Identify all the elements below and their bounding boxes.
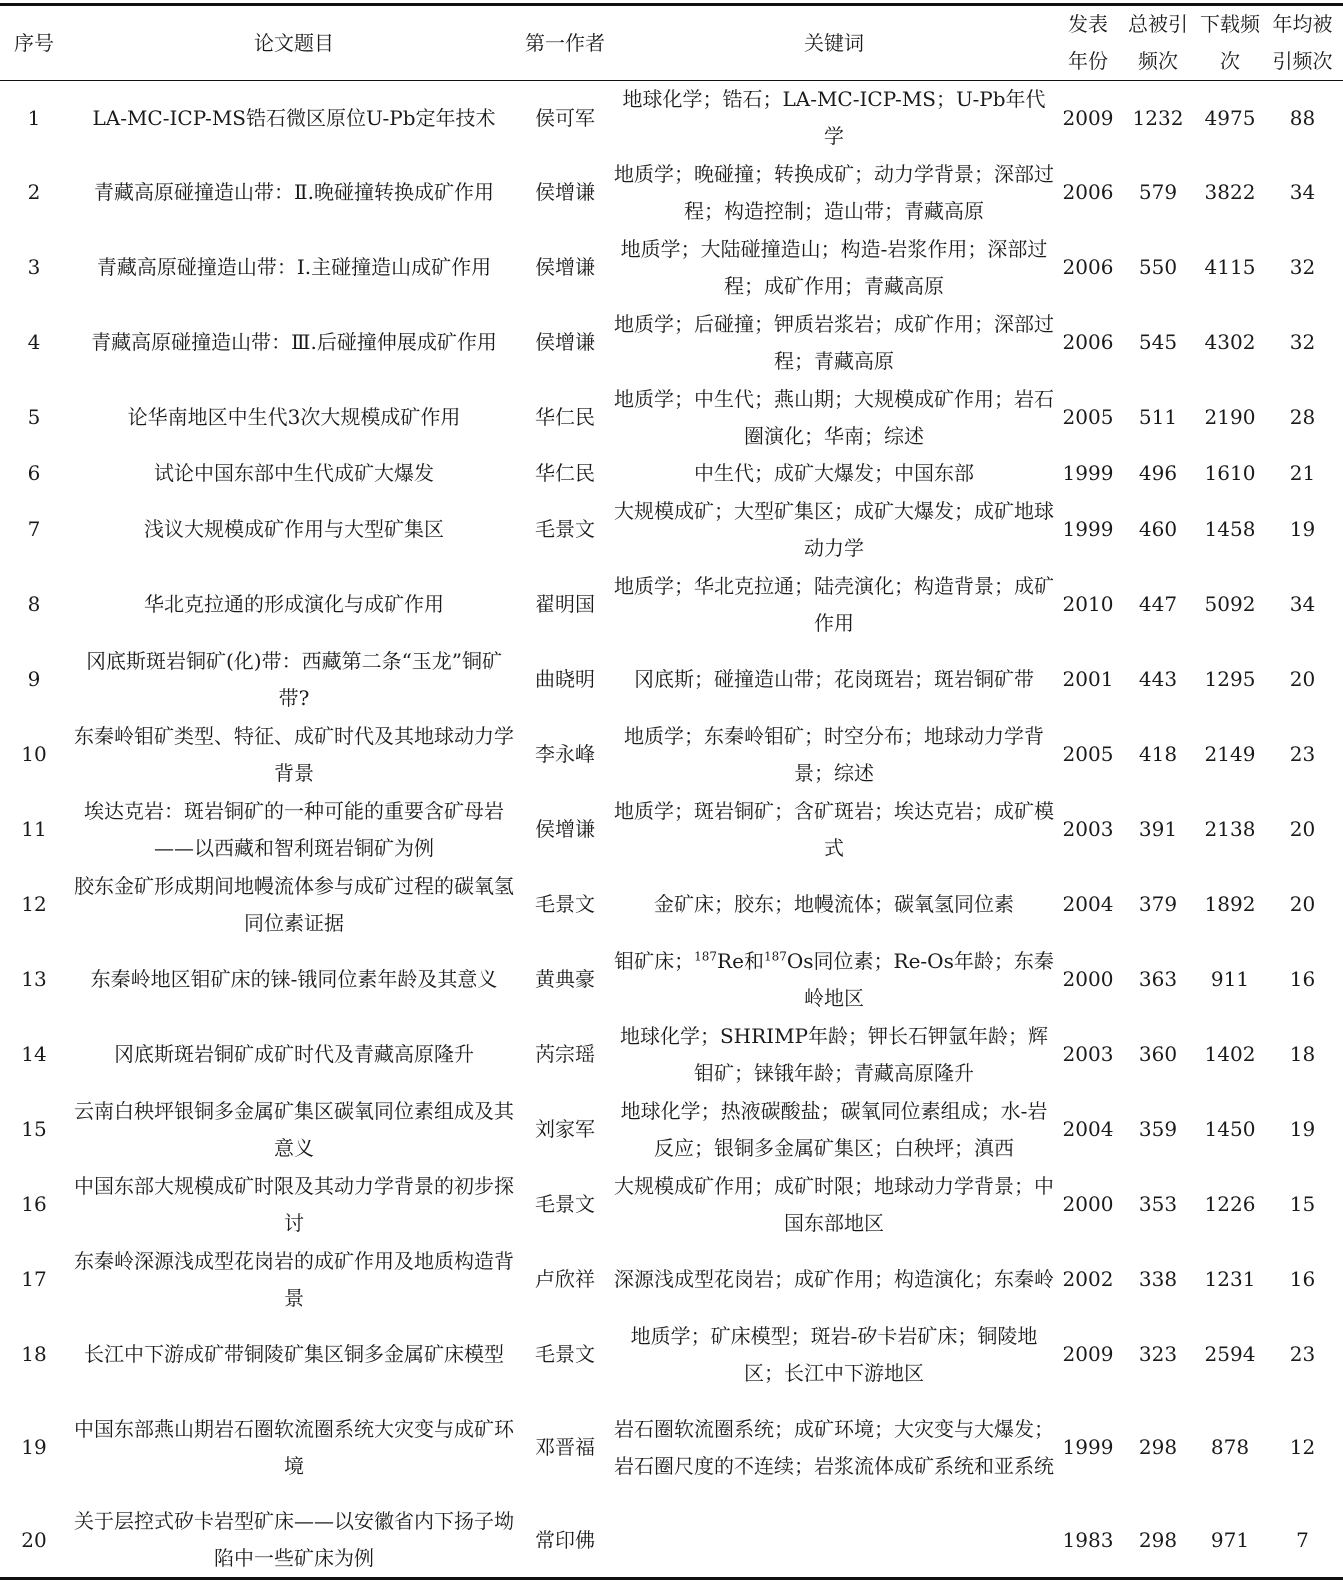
cell-keywords: 金矿床；胶东；地幔流体；碳氧氢同位素 [654,892,1014,916]
cell-year: 2006 [1062,330,1114,354]
cell-total: 447 [1138,592,1178,616]
cell-avg: 18 [1289,1042,1316,1066]
cell-year: 1983 [1058,1503,1118,1579]
cell-avg: 20 [1289,667,1316,691]
cell-author: 曲晓明 [535,667,595,691]
cell-year: 2004 [1062,892,1114,916]
keywords-part: 钼矿床； [614,948,695,973]
cell-total: 460 [1138,517,1178,541]
cell-keywords: 地质学；晚碰撞；转换成矿；动力学背景；深部过程；构造控制；造山带；青藏高原 [614,161,1054,223]
cell-author: 李永峰 [535,742,595,766]
keywords-part: Re和 [717,948,764,973]
cell-avg: 28 [1289,405,1316,429]
cell-avg: 16 [1289,1267,1316,1291]
cell-downloads: 1892 [1204,892,1256,916]
cell-no: 17 [21,1267,47,1291]
cell-keywords: 地质学；斑岩铜矿；含矿斑岩；埃达克岩；成矿模式 [614,798,1054,860]
cell-no: 4 [27,330,41,354]
cell-downloads: 3822 [1204,180,1256,204]
table-row [0,942,1343,1017]
cell-title: LA-MC-ICP-MS锆石微区原位U-Pb定年技术 [92,105,496,130]
cell-downloads: 5092 [1204,592,1256,616]
cell-total: 298 [1138,1435,1178,1459]
cell-author: 侯增谦 [535,180,595,204]
table-row [0,717,1343,792]
cell-year: 2000 [1062,1192,1114,1216]
table-row [0,230,1343,305]
cell-downloads: 4975 [1204,105,1256,130]
cell-total: 359 [1138,1117,1178,1141]
cell-title: 东秦岭深源浅成型花岗岩的成矿作用及地质构造背景 [74,1248,514,1310]
cell-year: 1999 [1062,461,1114,485]
cell-no: 5 [27,405,41,429]
cell-author: 华仁民 [535,461,595,485]
cell-total: 579 [1138,180,1178,204]
cell-avg: 16 [1289,967,1316,991]
cell-year: 2003 [1062,817,1114,841]
cell-title: 东秦岭钼矿类型、特征、成矿时代及其地球动力学背景 [74,723,514,785]
cell-keywords [610,942,1058,1017]
cell-author: 侯增谦 [535,330,595,354]
table-header-row [0,5,1343,81]
header-total-citations: 总被引频次 [1118,5,1198,81]
cell-title: 中国东部燕山期岩石圈软流圈系统大灾变与成矿环境 [74,1416,514,1478]
cell-year: 2009 [1062,105,1114,130]
cell-avg: 20 [1289,817,1316,841]
cell-no: 12 [21,892,47,916]
cell-keywords: 地质学；矿床模型；斑岩-矽卡岩矿床；铜陵地区；长江中下游地区 [630,1323,1038,1385]
cell-keywords: 地球化学；SHRIMP年龄；钾长石钾氩年龄；辉钼矿；铼锇年龄；青藏高原隆升 [619,1023,1049,1085]
cell-avg: 23 [1289,1342,1316,1366]
cell-title: 浅议大规模成矿作用与大型矿集区 [144,517,444,541]
cell-keywords: 地质学；中生代；燕山期；大规模成矿作用；岩石圈演化；华南；综述 [614,386,1054,448]
cell-year: 1999 [1062,517,1114,541]
cell-title: 埃达克岩：斑岩铜矿的一种可能的重要含矿母岩——以西藏和智利斑岩铜矿为例 [84,798,504,860]
table-row [0,305,1343,380]
cell-no: 16 [21,1192,47,1216]
keywords-part: Os同位素；Re-Os年龄；东秦岭地区 [786,948,1054,1010]
cell-author: 刘家军 [535,1117,595,1141]
cell-author: 翟明国 [535,592,595,616]
cell-total: 353 [1138,1192,1178,1216]
cell-avg: 32 [1289,255,1316,279]
cell-total: 360 [1138,1042,1178,1066]
header-no: 序号 [0,5,68,81]
cell-author: 侯增谦 [535,817,595,841]
cell-no: 9 [27,667,41,691]
cell-author: 毛景文 [535,517,595,541]
cell-keywords: 大规模成矿；大型矿集区；成矿大爆发；成矿地球动力学 [614,498,1054,560]
table-row [0,642,1343,717]
cell-author: 芮宗瑶 [535,1042,595,1066]
cell-avg: 7 [1262,1503,1343,1579]
cell-no: 1 [27,105,41,130]
cell-title: 长江中下游成矿带铜陵矿集区铜多金属矿床模型 [84,1342,504,1366]
cell-title: 试论中国东部中生代成矿大爆发 [154,461,434,485]
cell-author: 毛景文 [535,1192,595,1216]
header-keywords: 关键词 [610,5,1058,81]
cell-year: 2004 [1062,1117,1114,1141]
cell-downloads: 2149 [1204,742,1256,766]
cell-downloads: 2190 [1204,405,1256,429]
cell-no: 13 [21,967,47,991]
cell-no: 10 [21,742,47,766]
cell-avg: 34 [1289,592,1316,616]
cell-no: 19 [21,1435,47,1459]
table-row [0,455,1343,492]
cell-downloads: 4302 [1204,330,1256,354]
cell-downloads: 1226 [1204,1192,1256,1216]
cell-keywords: 深源浅成型花岗岩；成矿作用；构造演化；东秦岭 [614,1267,1054,1291]
cell-no: 3 [27,255,41,279]
cell-title: 华北克拉通的形成演化与成矿作用 [144,592,444,616]
cell-keywords: 地质学；后碰撞；钾质岩浆岩；成矿作用；深部过程；青藏高原 [614,311,1054,373]
cell-author: 侯可军 [535,105,595,130]
papers-table [0,3,1343,1580]
table-row [0,1167,1343,1242]
cell-no: 20 [0,1503,68,1579]
cell-avg: 15 [1289,1192,1316,1216]
header-year: 发表年份 [1058,5,1118,81]
cell-total: 496 [1138,461,1178,485]
table-row [0,81,1343,156]
cell-downloads: 911 [1210,967,1250,991]
table-row [0,1017,1343,1092]
cell-avg: 88 [1289,105,1316,130]
cell-total: 1232 [1132,105,1184,130]
cell-downloads: 971 [1198,1503,1262,1579]
table-row [0,155,1343,230]
cell-year: 2010 [1062,592,1114,616]
cell-downloads: 2594 [1204,1342,1256,1366]
cell-keywords: 中生代；成矿大爆发；中国东部 [694,461,974,485]
cell-total: 443 [1138,667,1178,691]
table-row [0,567,1343,642]
cell-avg: 32 [1289,330,1316,354]
cell-downloads: 4115 [1204,255,1256,279]
cell-downloads: 1610 [1204,461,1256,485]
cell-no: 15 [21,1117,47,1141]
cell-downloads: 1231 [1204,1267,1256,1291]
cell-total: 298 [1118,1503,1198,1579]
cell-title: 关于层控式矽卡岩型矿床——以安徽省内下扬子坳陷中一些矿床为例 [68,1503,520,1579]
cell-avg: 20 [1289,892,1316,916]
cell-author: 邓晋福 [535,1435,595,1459]
cell-downloads: 1458 [1204,517,1256,541]
cell-year: 2006 [1062,180,1114,204]
cell-keywords: 地球化学；热液碳酸盐；碳氧同位素组成；水-岩反应；银铜多金属矿集区；白秧坪；滇西 [620,1098,1048,1160]
cell-no: 11 [21,817,47,841]
cell-downloads: 878 [1210,1435,1250,1459]
cell-total: 550 [1138,255,1178,279]
table-row [0,867,1343,942]
cell-author: 黄典豪 [535,967,595,991]
header-author: 第一作者 [520,5,610,81]
cell-total: 379 [1138,892,1178,916]
cell-year: 2002 [1062,1267,1114,1291]
cell-total: 391 [1138,817,1178,841]
cell-downloads: 1402 [1204,1042,1256,1066]
cell-keywords: 冈底斯；碰撞造山带；花岗斑岩；斑岩铜矿带 [634,667,1034,691]
cell-total: 418 [1138,742,1178,766]
cell-title: 冈底斯斑岩铜矿(化)带：西藏第二条“玉龙”铜矿带? [85,648,503,710]
cell-keywords: 地质学；东秦岭钼矿；时空分布；地球动力学背景；综述 [624,723,1044,785]
cell-total: 338 [1138,1267,1178,1291]
cell-no: 18 [21,1342,47,1366]
cell-title: 论华南地区中生代3次大规模成矿作用 [127,405,461,429]
cell-title: 东秦岭地区钼矿床的铼-锇同位素年龄及其意义 [90,967,498,991]
cell-avg: 19 [1289,517,1316,541]
cell-avg: 12 [1289,1435,1316,1459]
cell-year: 2003 [1062,1042,1114,1066]
cell-year: 2006 [1062,255,1114,279]
header-downloads: 下载频次 [1198,5,1262,81]
table-row [0,1242,1343,1317]
cell-no: 6 [27,461,41,485]
cell-author: 卢欣祥 [535,1267,595,1291]
cell-title: 青藏高原碰撞造山带：Ⅱ.晚碰撞转换成矿作用 [94,180,494,204]
cell-author: 华仁民 [535,405,595,429]
superscript-mass-number: 187 [763,948,787,963]
cell-year: 2009 [1062,1342,1114,1366]
cell-total: 323 [1138,1342,1178,1366]
cell-keywords: 大规模成矿作用；成矿时限；地球动力学背景；中国东部地区 [614,1173,1054,1235]
cell-total: 511 [1138,405,1178,429]
cell-year: 2001 [1062,667,1114,691]
cell-no: 14 [21,1042,47,1066]
cell-year: 2005 [1062,742,1114,766]
header-avg-citations: 年均被引频次 [1262,5,1343,81]
cell-title: 青藏高原碰撞造山带：Ⅲ.后碰撞伸展成矿作用 [91,330,497,354]
cell-title: 冈底斯斑岩铜矿成矿时代及青藏高原隆升 [114,1042,474,1066]
cell-author: 常印佛 [520,1503,610,1579]
cell-year: 1999 [1062,1435,1114,1459]
cell-year: 2005 [1062,405,1114,429]
cell-total: 363 [1138,967,1178,991]
cell-title: 云南白秧坪银铜多金属矿集区碳氧同位素组成及其意义 [74,1098,514,1160]
cell-author: 毛景文 [535,1342,595,1366]
header-title: 论文题目 [68,5,520,81]
table-row [0,1317,1343,1392]
cell-avg: 19 [1289,1117,1316,1141]
cell-keywords: 岩石圈软流圈系统；成矿环境；大灾变与大爆发；岩石圈尺度的不连续；岩浆流体成矿系统和亚系统 [614,1416,1054,1478]
cell-total: 545 [1138,330,1178,354]
cell-title: 胶东金矿形成期间地幔流体参与成矿过程的碳氧氢同位素证据 [74,873,514,935]
cell-title: 青藏高原碰撞造山带：Ⅰ.主碰撞造山成矿作用 [96,255,492,279]
cell-title: 中国东部大规模成矿时限及其动力学背景的初步探讨 [74,1173,514,1235]
cell-no: 8 [27,592,41,616]
cell-keywords: 地质学；大陆碰撞造山；构造-岩浆作用；深部过程；成矿作用；青藏高原 [620,236,1048,298]
cell-avg: 23 [1289,742,1316,766]
cell-author: 侯增谦 [535,255,595,279]
cell-avg: 21 [1289,461,1316,485]
table-row [0,380,1343,455]
cell-downloads: 1450 [1204,1117,1256,1141]
table-row [0,792,1343,867]
cell-avg: 34 [1289,180,1316,204]
table-row [0,492,1343,567]
cell-downloads: 1295 [1204,667,1256,691]
cell-author: 毛景文 [535,892,595,916]
cell-downloads: 2138 [1204,817,1256,841]
table-row [0,1092,1343,1167]
cell-keywords: 地质学；华北克拉通；陆壳演化；构造背景；成矿作用 [614,573,1054,635]
cell-no: 2 [27,180,41,204]
table-row [0,1392,1343,1503]
cell-year: 2000 [1062,967,1114,991]
superscript-mass-number: 187 [694,948,718,963]
cell-keywords: 地球化学；锆石；LA-MC-ICP-MS；U-Pb年代学 [622,87,1046,148]
cell-no: 7 [27,517,41,541]
